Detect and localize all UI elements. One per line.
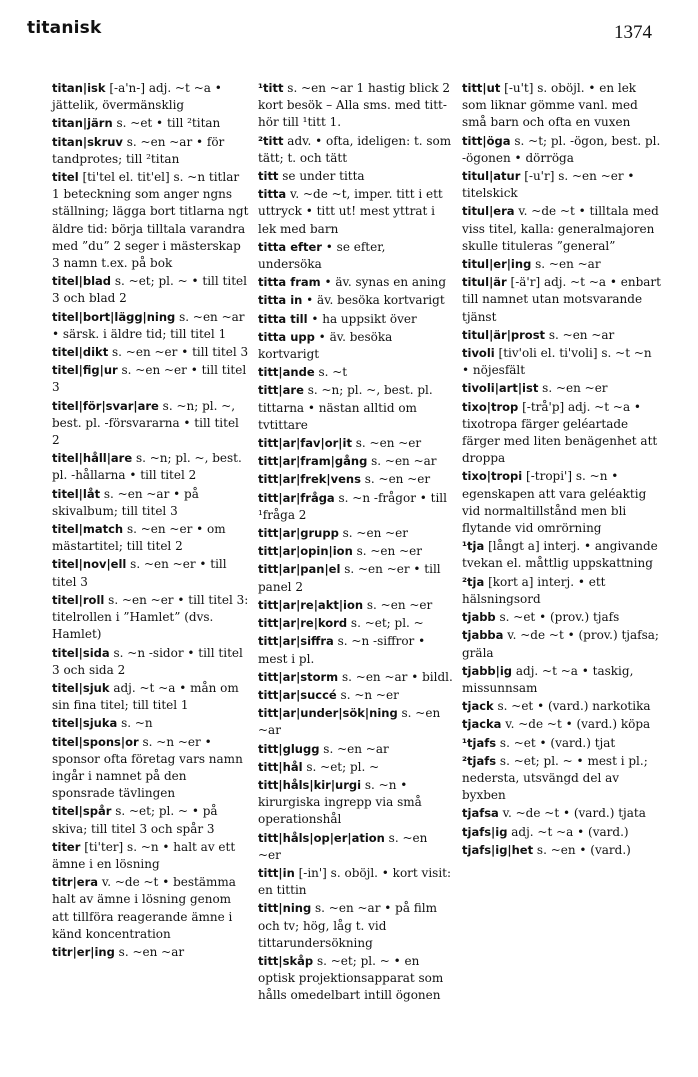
entry-headword: titt|in (258, 865, 295, 880)
dictionary-entry (258, 777, 453, 829)
dictionary-entry (462, 345, 662, 379)
entry-definition: [långt a] interj. • angivande tvekan el. måttlig uppskattning (462, 539, 658, 571)
dictionary-column-3 (462, 80, 662, 860)
dictionary-entry (258, 168, 453, 185)
entry-headword: titel|dikt (52, 345, 109, 360)
entry-definition: s. ~n -siffror • mest i pl. (258, 634, 426, 666)
entry-headword: tjabba (462, 628, 504, 643)
entry-definition: [-u't] s. oböjl. • en lek som liknar gömme vanl. med små barn och ofta en vuxen (462, 81, 638, 130)
entry-definition: s. ~et • till ²titan (112, 116, 221, 131)
entry-definition: adj. ~t ~a • mån om sin fina titel; till titel 1 (52, 680, 239, 713)
dictionary-entry (258, 274, 453, 291)
entry-headword: titt|håls|op|er|ation (258, 830, 385, 845)
entry-headword: titel|sjuka (52, 716, 118, 731)
entry-definition: [kort a] interj. • ett hälsningsord (462, 574, 606, 606)
dictionary-entry (462, 133, 662, 167)
entry-headword: titt|ar|re|akt|ion (258, 597, 364, 612)
dictionary-entry (258, 186, 453, 238)
dictionary-entry (258, 292, 453, 309)
dictionary-entry (52, 398, 250, 450)
dictionary-entry (258, 239, 453, 273)
page-number: 1374 (614, 22, 652, 43)
entry-definition: s. ~et • (vard.) narkotika (493, 699, 651, 714)
dictionary-entry (462, 609, 662, 626)
entry-definition: v. ~de ~t • (prov.) tjafsa; gräla (462, 628, 659, 660)
entry-definition: • ha uppsikt över (307, 311, 417, 326)
dictionary-entry (258, 705, 453, 739)
entry-headword: titul|er|ing (462, 257, 532, 272)
entry-definition: s. ~n; pl. ~, best. pl. -försvararna • till titel 2 (52, 398, 239, 448)
entry-definition: s. ~en ~ar • på film och tv; hög, låg t. vid tittarundersökning (258, 901, 438, 950)
dictionary-entry (258, 133, 453, 167)
dictionary-entry (52, 169, 250, 272)
entry-definition: s. ~en • (vard.) (533, 842, 631, 857)
entry-definition: s. ~en ~er (363, 597, 433, 612)
dictionary-entry (462, 380, 662, 397)
entry-definition: [-a'n-] adj. ~t ~a • jättelik, övermänsklig (52, 81, 222, 113)
entry-definition: s. ~et; pl. ~ (347, 616, 424, 631)
entry-headword: tjacka (462, 717, 502, 732)
entry-definition: s. ~en ~ar (319, 741, 389, 756)
entry-headword: titel|blad (52, 274, 112, 289)
entry-headword: titan|skruv (52, 134, 123, 149)
dictionary-entry (52, 486, 250, 520)
dictionary-entry (462, 627, 662, 661)
dictionary-entry (258, 453, 453, 470)
entry-headword: titt|skåp (258, 953, 314, 968)
entry-headword: ²titt (258, 133, 284, 148)
entry-headword: titt|are (258, 383, 304, 398)
entry-definition: s. ~en ~ar • bildl. (338, 669, 453, 684)
entry-headword: ¹tjafs (462, 735, 497, 750)
dictionary-entry (52, 80, 250, 114)
entry-headword: titt|ning (258, 901, 312, 916)
dictionary-entry (462, 842, 662, 859)
entry-headword: ¹tja (462, 539, 485, 554)
entry-definition: s. ~et; pl. ~ • en optisk projektionsapparat som hålls omedelbart intill ögonen (258, 953, 444, 1003)
entry-definition: s. ~n; pl. ~, best. pl. -hållarna • till titel 2 (52, 451, 242, 483)
entry-headword: titan|isk (52, 81, 106, 95)
dictionary-entry (52, 874, 250, 943)
entry-headword: titt|ut (462, 81, 501, 95)
dictionary-entry (52, 645, 250, 679)
entry-definition: s. ~en ~er • till panel 2 (258, 562, 441, 594)
entry-definition: s. ~en ~ar 1 hastig blick 2 kort besök – Alla sms. med titt- hör till ¹titt 1. (258, 81, 450, 130)
entry-definition: • äv. synas en aning (320, 275, 447, 290)
entry-headword: titt|ar|fråga (258, 490, 335, 505)
entry-definition: s. ~n (117, 716, 153, 731)
entry-definition: s. ~en ~er (538, 381, 608, 396)
entry-headword: tjafsa (462, 806, 499, 821)
dictionary-entry (52, 115, 250, 132)
entry-headword: tixo|tropi (462, 469, 523, 484)
entry-headword: titr|er|ing (52, 944, 115, 959)
dictionary-entry (462, 327, 662, 344)
dictionary-entry (52, 592, 250, 644)
dictionary-entry (258, 900, 453, 952)
entry-definition: s. ~et; pl. ~ • till titel 3 och blad 2 (52, 274, 247, 306)
dictionary-entry (258, 311, 453, 328)
dictionary-entry (462, 824, 662, 841)
entry-definition: se under titta (278, 169, 365, 184)
dictionary-entry (462, 399, 662, 468)
dictionary-entry (462, 80, 662, 132)
entry-definition: [ti'ter] s. ~n • halt av ett ämne i en lösning (52, 839, 236, 871)
dictionary-entry (52, 556, 250, 590)
dictionary-entry (52, 134, 250, 168)
dictionary-entry (258, 471, 453, 488)
entry-headword: titta till (258, 311, 308, 326)
dictionary-entry (52, 944, 250, 961)
dictionary-entry (258, 633, 453, 667)
entry-headword: titt|ar|pan|el (258, 562, 341, 577)
entry-definition: v. ~de ~t, imper. titt i ett uttryck • titt ut! mest yttrat i lek med barn (258, 187, 443, 236)
dictionary-entry (258, 669, 453, 686)
dictionary-entry (52, 521, 250, 555)
dictionary-entry (258, 759, 453, 776)
entry-definition: s. ~en ~er (258, 830, 428, 862)
entry-definition: s. ~en ~er • till titel 3 (52, 557, 227, 589)
dictionary-entry (462, 256, 662, 273)
entry-definition: s. ~n ~er (336, 687, 399, 702)
entry-definition: v. ~de ~t • (vard.) köpa (501, 717, 651, 732)
entry-headword: titt|ar|storm (258, 669, 339, 684)
entry-definition: s. ~n • kirurgiska ingrepp via små operationshål (258, 777, 422, 827)
entry-definition: • äv. besöka kortvarigt (258, 329, 393, 362)
dictionary-entry (52, 734, 250, 803)
entry-definition: [-trå'p] adj. ~t ~a • tixotropa färger geléartade färger med liten benägenhet att droppa (462, 399, 658, 466)
entry-headword: titel|spår (52, 804, 112, 819)
entry-headword: titta efter (258, 239, 322, 254)
entry-headword: titta fram (258, 275, 321, 290)
dictionary-entry (462, 698, 662, 715)
entry-headword: titt|hål (258, 759, 303, 774)
dictionary-entry (462, 274, 662, 326)
dictionary-entry (462, 168, 662, 202)
entry-headword: titt|ar|re|kord (258, 616, 348, 631)
entry-definition: s. ~en ~ar • för tandprotes; till ²titan (52, 134, 225, 166)
entry-definition: s. ~et • (prov.) tjafs (495, 610, 620, 625)
dictionary-entry (462, 574, 662, 608)
entry-headword: tjafs|ig|het (462, 842, 534, 857)
entry-headword: titt|ar|fav|or|it (258, 436, 352, 451)
dictionary-entry (462, 805, 662, 822)
entry-definition: [-ä'r] adj. ~t ~a • enbart till namnet utan motsvarande tjänst (462, 275, 661, 324)
dictionary-entry (258, 741, 453, 758)
entry-headword: tjafs|ig (462, 824, 508, 839)
entry-headword: tjack (462, 699, 494, 714)
dictionary-entry (258, 597, 453, 614)
entry-headword: titel|bort|lägg|ning (52, 309, 176, 324)
entry-definition: s. ~en ~ar (258, 706, 441, 738)
entry-headword: titel|match (52, 522, 124, 537)
dictionary-entry (52, 803, 250, 837)
dictionary-entry (258, 435, 453, 452)
entry-definition: • se efter, undersöka (258, 239, 386, 272)
entry-definition: [-in'] s. oböjl. • kort visit: en tittin (258, 865, 452, 898)
entry-definition: s. ~en ~er • till titel 3: titelrollen i ”Hamlet” (dvs. Hamlet) (52, 592, 249, 642)
entry-headword: tivoli|art|ist (462, 381, 539, 396)
dictionary-entry (462, 663, 662, 697)
entry-headword: titt|ande (258, 365, 315, 380)
dictionary-entry (52, 362, 250, 396)
entry-headword: titul|atur (462, 169, 521, 184)
dictionary-entry (462, 468, 662, 537)
dictionary-entry (258, 615, 453, 632)
entry-headword: titt|glugg (258, 741, 320, 756)
dictionary-entry (52, 715, 250, 732)
entry-headword: ²tjafs (462, 753, 497, 768)
entry-headword: titul|era (462, 204, 515, 219)
entry-definition: s. ~et; pl. ~ • mest i pl.; nedersta, utsvängd del av byxben (462, 753, 648, 803)
entry-definition: adj. ~t ~a • taskig, missunnsam (462, 663, 634, 695)
entry-headword: titt|ar|frek|vens (258, 472, 361, 487)
entry-definition: adj. ~t ~a • (vard.) (507, 824, 629, 839)
entry-headword: titt|öga (462, 133, 511, 148)
dictionary-entry (52, 680, 250, 714)
dictionary-entry (258, 80, 453, 132)
entry-definition: [-tropi'] s. ~n • egenskapen att vara geléaktig vid normaltillstånd men bli flytande vid omrörning (462, 469, 647, 536)
entry-definition: s. ~en ~er (338, 526, 409, 541)
entry-definition: s. ~en ~er (360, 472, 431, 487)
entry-headword: titan|järn (52, 116, 113, 131)
dictionary-entry (52, 344, 250, 361)
entry-headword: titel|spons|or (52, 734, 139, 749)
dictionary-entry (462, 753, 662, 805)
dictionary-entry (258, 329, 453, 363)
entry-headword: titer (52, 839, 81, 854)
entry-headword: titel|roll (52, 592, 105, 607)
dictionary-column-1 (52, 80, 250, 962)
dictionary-entry (462, 716, 662, 733)
entry-definition: v. ~de ~t • (vard.) tjata (498, 806, 646, 821)
entry-headword: ²tja (462, 574, 485, 589)
entry-headword: titel|låt (52, 486, 101, 501)
dictionary-entry (462, 735, 662, 752)
entry-headword: titt|ar|grupp (258, 526, 339, 541)
dictionary-entry (258, 543, 453, 560)
entry-headword: titel|nov|ell (52, 557, 127, 572)
entry-definition: s. ~en ~ar (531, 257, 601, 272)
dictionary-entry (258, 865, 453, 899)
entry-definition: s. ~en ~ar (545, 327, 615, 342)
entry-headword: tixo|trop (462, 399, 519, 414)
dictionary-entry (258, 490, 453, 524)
entry-definition: [ti'tel el. tit'el] s. ~n titlar 1 beteckning som anger ngns ställning; lägga bort titlarna ngt äldre tid: börja tilltala varandra med ”du” 2 seger i mästerskap 3 namn t.ex. på bok (52, 170, 249, 271)
entry-headword: titul|är (462, 275, 507, 290)
entry-headword: titt|ar|under|sök|ning (258, 706, 398, 721)
dictionary-entry (258, 382, 453, 434)
entry-definition: [-u'r] s. ~en ~er • titelskick (462, 169, 635, 201)
entry-definition: s. ~n; pl. ~, best. pl. tittarna • nästan alltid om tvtittare (258, 383, 433, 432)
dictionary-entry (52, 839, 250, 873)
entry-definition: adv. • ofta, ideligen: t. som tätt; t. och tätt (258, 133, 452, 165)
running-head-word: titanisk (27, 18, 102, 38)
entry-headword: titel|sjuk (52, 680, 110, 695)
entry-headword: tjabb|ig (462, 663, 513, 678)
entry-headword: tjabb (462, 610, 496, 625)
entry-definition: [tiv'oli el. ti'voli] s. ~t ~n • nöjesfält (462, 346, 652, 378)
entry-definition: v. ~de ~t • bestämma halt av ämne i lösning genom att tillföra reagerande ämne i känd koncentration (52, 875, 236, 941)
dictionary-entry (52, 450, 250, 484)
dictionary-entry (52, 273, 250, 307)
dictionary-entry (258, 525, 453, 542)
entry-headword: titel|för|svar|are (52, 398, 159, 413)
dictionary-entry (258, 561, 453, 595)
dictionary-entry (462, 538, 662, 572)
entry-headword: titt|ar|succé (258, 687, 337, 702)
entry-definition: s. ~n -sidor • till titel 3 och sida 2 (52, 645, 243, 677)
dictionary-entry (258, 364, 453, 381)
dictionary-entry (462, 203, 662, 255)
entry-headword: titel (52, 170, 79, 185)
dictionary-entry (258, 687, 453, 704)
entry-definition: v. ~de ~t • tilltala med viss titel, kalla: generalmajoren skulle tituleras ”general” (462, 204, 659, 253)
entry-definition: s. ~en ~er • till titel 3 (52, 363, 247, 395)
entry-headword: titt|håls|kir|urgi (258, 777, 362, 792)
entry-headword: titt|ar|fram|gång (258, 454, 368, 469)
entry-definition: s. ~n ~er • sponsor ofta företag vars namn ingår i namnet på den sponsrade tävlingen (52, 734, 243, 801)
entry-headword: titr|era (52, 875, 99, 890)
entry-headword: titel|håll|are (52, 451, 133, 466)
entry-headword: titel|fig|ur (52, 363, 118, 378)
dictionary-entry (258, 953, 453, 1005)
entry-definition: s. ~et; pl. ~ (302, 759, 380, 774)
entry-headword: titt|ar|siffra (258, 634, 334, 649)
dictionary-entry (52, 309, 250, 343)
entry-definition: s. ~en ~ar • på skivalbum; till titel 3 (52, 486, 199, 518)
entry-definition: s. ~en ~er • till titel 3 (108, 345, 249, 360)
entry-headword: ¹titt (258, 81, 284, 95)
entry-definition: s. ~t; pl. -ögon, best. pl. -ögonen • dörröga (462, 133, 661, 165)
entry-definition: s. ~et; pl. ~ • på skiva; till titel 3 och spår 3 (52, 804, 218, 836)
entry-definition: s. ~en ~ar (114, 944, 185, 959)
entry-definition: • äv. besöka kortvarigt (302, 293, 445, 308)
entry-definition: s. ~en ~ar (367, 454, 437, 469)
entry-definition: s. ~en ~er (351, 436, 422, 451)
entry-definition: s. ~et • (vard.) tjat (496, 735, 616, 750)
entry-headword: titt (258, 169, 279, 184)
entry-headword: titul|är|prost (462, 327, 546, 342)
dictionary-entry (258, 830, 453, 864)
dictionary-column-2 (258, 80, 453, 1006)
entry-definition: s. ~t (314, 365, 348, 380)
entry-headword: titt|ar|opin|ion (258, 544, 353, 559)
entry-headword: titta upp (258, 329, 315, 344)
entry-definition: s. ~en ~ar • särsk. i äldre tid; till titel 1 (52, 309, 245, 341)
entry-headword: titta in (258, 293, 303, 308)
entry-definition: s. ~n -frågor • till ¹fråga 2 (258, 490, 447, 522)
entry-headword: tivoli (462, 346, 495, 361)
entry-headword: titel|sida (52, 645, 110, 660)
entry-definition: s. ~en ~er • om mästartitel; till titel 2 (52, 522, 226, 554)
entry-headword: titta (258, 187, 287, 202)
entry-definition: s. ~en ~er (352, 544, 422, 559)
